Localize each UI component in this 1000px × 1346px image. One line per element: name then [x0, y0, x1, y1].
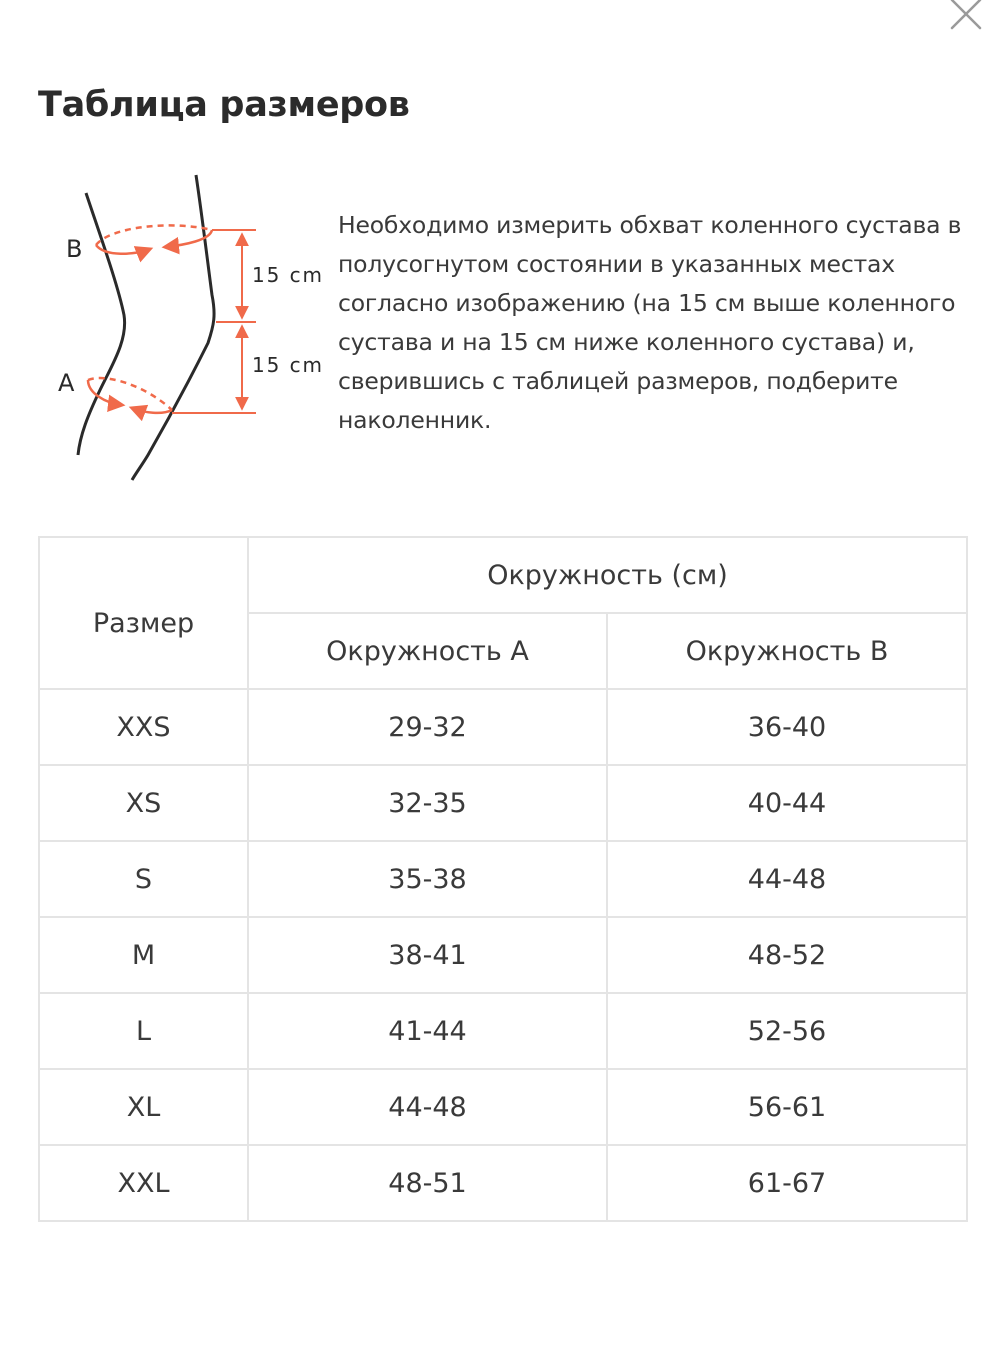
size-cell: XXS [39, 689, 248, 765]
circumference-b-cell: 36-40 [607, 689, 967, 765]
circumference-b-cell: 52-56 [607, 993, 967, 1069]
circumference-b-header: Окружность B [607, 613, 967, 689]
size-table [38, 536, 968, 1222]
circumference-a-cell: 48-51 [248, 1145, 607, 1221]
size-cell: XL [39, 1069, 248, 1145]
table-row [39, 917, 967, 993]
lower-dashed-arc [88, 378, 172, 410]
circumference-b-cell: 61-67 [607, 1145, 967, 1221]
circumference-a-cell: 41-44 [248, 993, 607, 1069]
table-row [39, 689, 967, 765]
size-cell: M [39, 917, 248, 993]
circumference-b-cell: 44-48 [607, 841, 967, 917]
table-row [39, 765, 967, 841]
measurement-instructions: Необходимо измерить обхват коленного сустава в полусогнутом состоянии в указанных местах согласно изображению (на 15 см выше коленного сустава и на 15 см ниже коленного сустава) и, сверившись с таблицей размеров, подберите наколенник. [338, 211, 962, 434]
lower-distance-label: 15 cm [252, 353, 322, 377]
circumference-b-cell: 48-52 [607, 917, 967, 993]
label-b: B [66, 235, 83, 263]
table-row [39, 1145, 967, 1221]
circumference-a-cell: 32-35 [248, 765, 607, 841]
circumference-b-cell: 40-44 [607, 765, 967, 841]
circumference-b-cell: 56-61 [607, 1069, 967, 1145]
page-title: Таблица размеров [38, 85, 410, 125]
close-icon[interactable] [946, 0, 986, 30]
circumference-a-header: Окружность A [248, 613, 607, 689]
circumference-a-cell: 35-38 [248, 841, 607, 917]
table-header-row [39, 537, 967, 613]
size-cell: L [39, 993, 248, 1069]
size-column-header: Размер [39, 537, 248, 689]
table-row [39, 993, 967, 1069]
table-row [39, 1069, 967, 1145]
size-cell: XS [39, 765, 248, 841]
leg-front-outline [132, 175, 214, 480]
circumference-a-cell: 29-32 [248, 689, 607, 765]
close-button[interactable] [946, 0, 986, 30]
upper-distance-label: 15 cm [252, 263, 322, 287]
size-cell: S [39, 841, 248, 917]
lower-solid-arc [88, 380, 122, 405]
knee-measurement-diagram [50, 165, 340, 495]
label-a: A [58, 369, 75, 397]
circumference-a-cell: 44-48 [248, 1069, 607, 1145]
lower-solid-arc-right [132, 408, 172, 413]
table-row [39, 841, 967, 917]
size-cell: XXL [39, 1145, 248, 1221]
circumference-header: Окружность (см) [248, 537, 967, 613]
circumference-a-cell: 38-41 [248, 917, 607, 993]
